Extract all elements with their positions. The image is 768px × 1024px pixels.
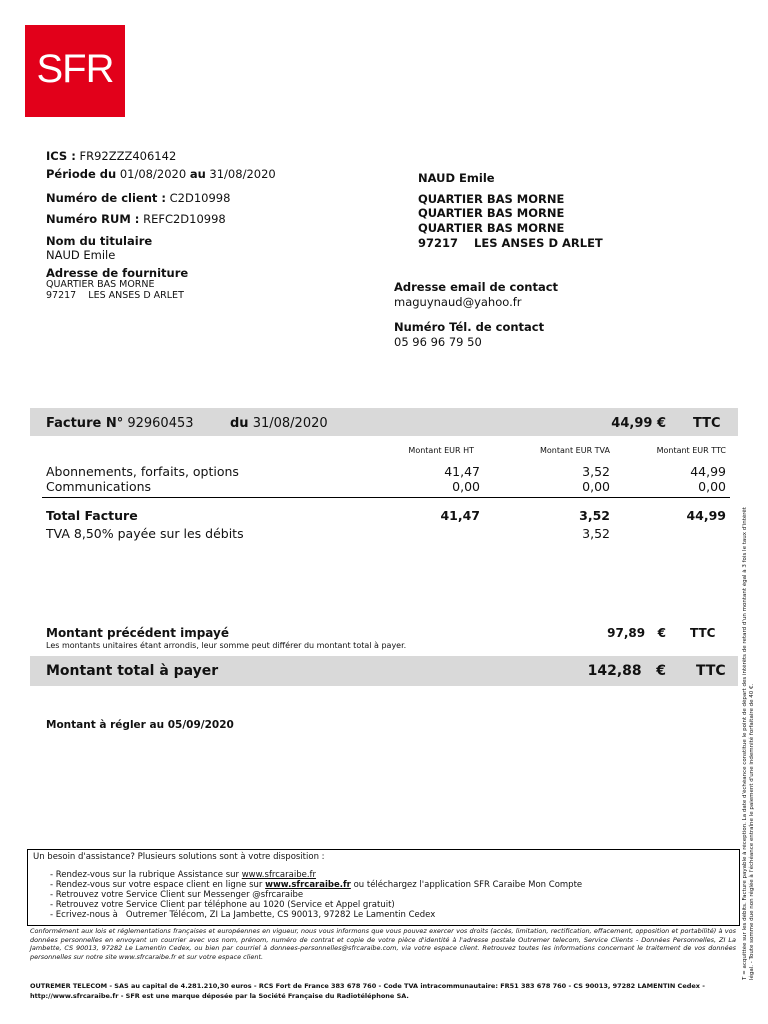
row-tva: 0,00 <box>582 479 610 494</box>
period-au: au <box>189 167 206 181</box>
legal-notice: Conformément aux lois et réglementations françaises et européennes en vigueur, nous vous informons que vous pouvez exercer vos droits (accès, limitation, rectification, effacement, opposition et portabilité) à vos données personnelles en envoyant un courrier avec vos nom, prénom, numéro de contrat et copie de votre pièce d'identité à l'adresse postale Outremer telecom, Service Clients - Données Personnelles, ZI La Jambette, CS 90013, 97282 Le Lamentin Cedex, ou bien par courriel à donnees-personnelles@sfrcaraibe.com, via votre espace client. Retrouvez toutes les informations concernant le traitement de vos données personnelles sur notre site www.sfrcaraibe.fr et sur votre espace client. <box>30 927 736 961</box>
period-from: 01/08/2020 <box>119 167 187 181</box>
recipient-name: NAUD Emile <box>418 171 495 185</box>
period-line <box>46 167 276 181</box>
recipient-line2: QUARTIER BAS MORNE <box>418 206 565 220</box>
sfr-logo <box>25 25 125 117</box>
col-header-tva: Montant EUR TVA <box>540 446 610 455</box>
supply-line2: 97217 LES ANSES D ARLET <box>46 290 184 301</box>
email-value[interactable]: maguynaud@yahoo.fr <box>394 295 522 309</box>
total-ht: 41,47 <box>440 508 480 523</box>
table-divider <box>42 497 730 498</box>
invoice-number: 92960453 <box>127 416 194 431</box>
period-label: Période du <box>46 167 117 181</box>
ics-line <box>46 149 176 163</box>
assist-line-1 <box>50 870 316 880</box>
side-note-container <box>742 500 764 980</box>
previous-note: Les montants unitaires étant arrondis, leur somme peut différer du montant total à payer. <box>46 641 407 650</box>
client-value: C2D10998 <box>169 191 231 205</box>
total-ttc: 44,99 <box>686 508 726 523</box>
rum-value: REFC2D10998 <box>143 212 226 226</box>
invoice-title <box>46 416 194 431</box>
total-pay-amount: 142,88 <box>587 663 642 679</box>
row-ttc: 44,99 <box>690 464 726 479</box>
logo-text: SFR <box>36 47 114 91</box>
vat-label: TVA 8,50% payée sur les débits <box>46 526 244 541</box>
row-label: Abonnements, forfaits, options <box>46 464 239 479</box>
invoice-date: 31/08/2020 <box>252 416 328 431</box>
assist-line-4: - Retrouvez votre Service Client par téléphone au 1020 (Service et Appel gratuit) <box>50 900 395 910</box>
total-label: Total Facture <box>46 508 138 523</box>
email-label: Adresse email de contact <box>394 280 559 294</box>
holder-value: NAUD Emile <box>46 248 116 262</box>
side-note: T = acquittée sur les débits. Facture payable à réception. La date d'échéance constitue le point de départ des intérêts de retard d'un montant égal à 3 fois le taux d'intérêt légal. - Toute somme due non réglée à l'échéance entraîne le paiement d'une indemnité forfaitaire de 40 €. <box>742 507 755 980</box>
due-date: Montant à régler au 05/09/2020 <box>46 719 234 731</box>
holder-label: Nom du titulaire <box>46 234 153 248</box>
invoice-amount-line <box>600 416 666 431</box>
sfrcaraibe-link[interactable]: www.sfrcaraibe.fr <box>265 880 351 890</box>
row-ttc: 0,00 <box>698 479 726 494</box>
phone-value: 05 96 96 79 50 <box>394 335 482 349</box>
recipient-line1: QUARTIER BAS MORNE <box>418 192 565 206</box>
col-header-ttc: Montant EUR TTC <box>656 446 726 455</box>
client-line <box>46 191 230 205</box>
total-pay-amount-line <box>560 663 666 679</box>
total-pay-label: Montant total à payer <box>46 663 219 679</box>
invoice-currency: € <box>656 416 666 431</box>
invoice-date-line <box>230 416 328 431</box>
invoice-du: du <box>230 416 249 431</box>
previous-amount: 97,89 <box>607 626 646 640</box>
assist-line-1-text: - Rendez-vous sur la rubrique Assistance sur <box>50 870 242 880</box>
previous-label: Montant précédent impayé <box>46 626 229 640</box>
company-footer: OUTREMER TELECOM - SAS au capital de 4.281.210,30 euros - RCS Fort de France 383 678 760 - Code TVA intracommunautaire: FR51 383 678 760 - CS 90013, 97282 LAMENTIN Cedex - http://www.sfrcaraibe.fr - SFR est une marque déposée par la Société Française du Radiotéléphone SA. <box>30 982 705 1000</box>
total-pay-ttc: TTC <box>696 663 726 679</box>
period-to: 31/08/2020 <box>209 167 276 181</box>
assistance-title: Un besoin d'assistance? Plusieurs solutions sont à votre disposition : <box>33 852 325 862</box>
row-tva: 3,52 <box>582 464 610 479</box>
assist-line-2 <box>50 880 582 890</box>
total-pay-currency: € <box>656 663 666 679</box>
previous-ttc: TTC <box>690 626 716 640</box>
client-label: Numéro de client : <box>46 191 166 205</box>
supply-line1: QUARTIER BAS MORNE <box>46 279 155 290</box>
rum-label: Numéro RUM : <box>46 212 140 226</box>
assist-line-3: - Retrouvez votre Service Client sur Messenger @sfrcaraibe <box>50 890 304 900</box>
vat-value: 3,52 <box>582 526 610 541</box>
ics-value: FR92ZZZ406142 <box>79 149 177 163</box>
invoice-label: Facture N° <box>46 416 124 431</box>
row-ht: 0,00 <box>452 479 480 494</box>
assist-line-2-suffix: ou téléchargez l'application SFR Caraibe Mon Compte <box>350 880 583 890</box>
invoice-amount: 44,99 <box>611 416 653 431</box>
sfrcaraibe-link[interactable]: www.sfrcaraibe.fr <box>241 870 317 880</box>
recipient-line3: QUARTIER BAS MORNE <box>418 221 565 235</box>
rum-line <box>46 212 226 226</box>
row-label: Communications <box>46 479 152 494</box>
col-header-ht: Montant EUR HT <box>408 446 474 455</box>
previous-amount-line <box>560 626 666 640</box>
assist-line-5: - Ecrivez-nous à Outremer Télécom, ZI La Jambette, CS 90013, 97282 Le Lamentin Cedex <box>50 910 436 920</box>
supply-label: Adresse de fourniture <box>46 266 189 280</box>
previous-currency: € <box>657 626 666 640</box>
ics-label: ICS : <box>46 149 76 163</box>
row-ht: 41,47 <box>444 464 480 479</box>
recipient-line4: 97217 LES ANSES D ARLET <box>418 236 603 250</box>
invoice-ttc: TTC <box>693 416 721 431</box>
assist-line-2-text: - Rendez-vous sur votre espace client en ligne sur <box>50 880 266 890</box>
total-tva: 3,52 <box>579 508 610 523</box>
phone-label: Numéro Tél. de contact <box>394 320 545 334</box>
